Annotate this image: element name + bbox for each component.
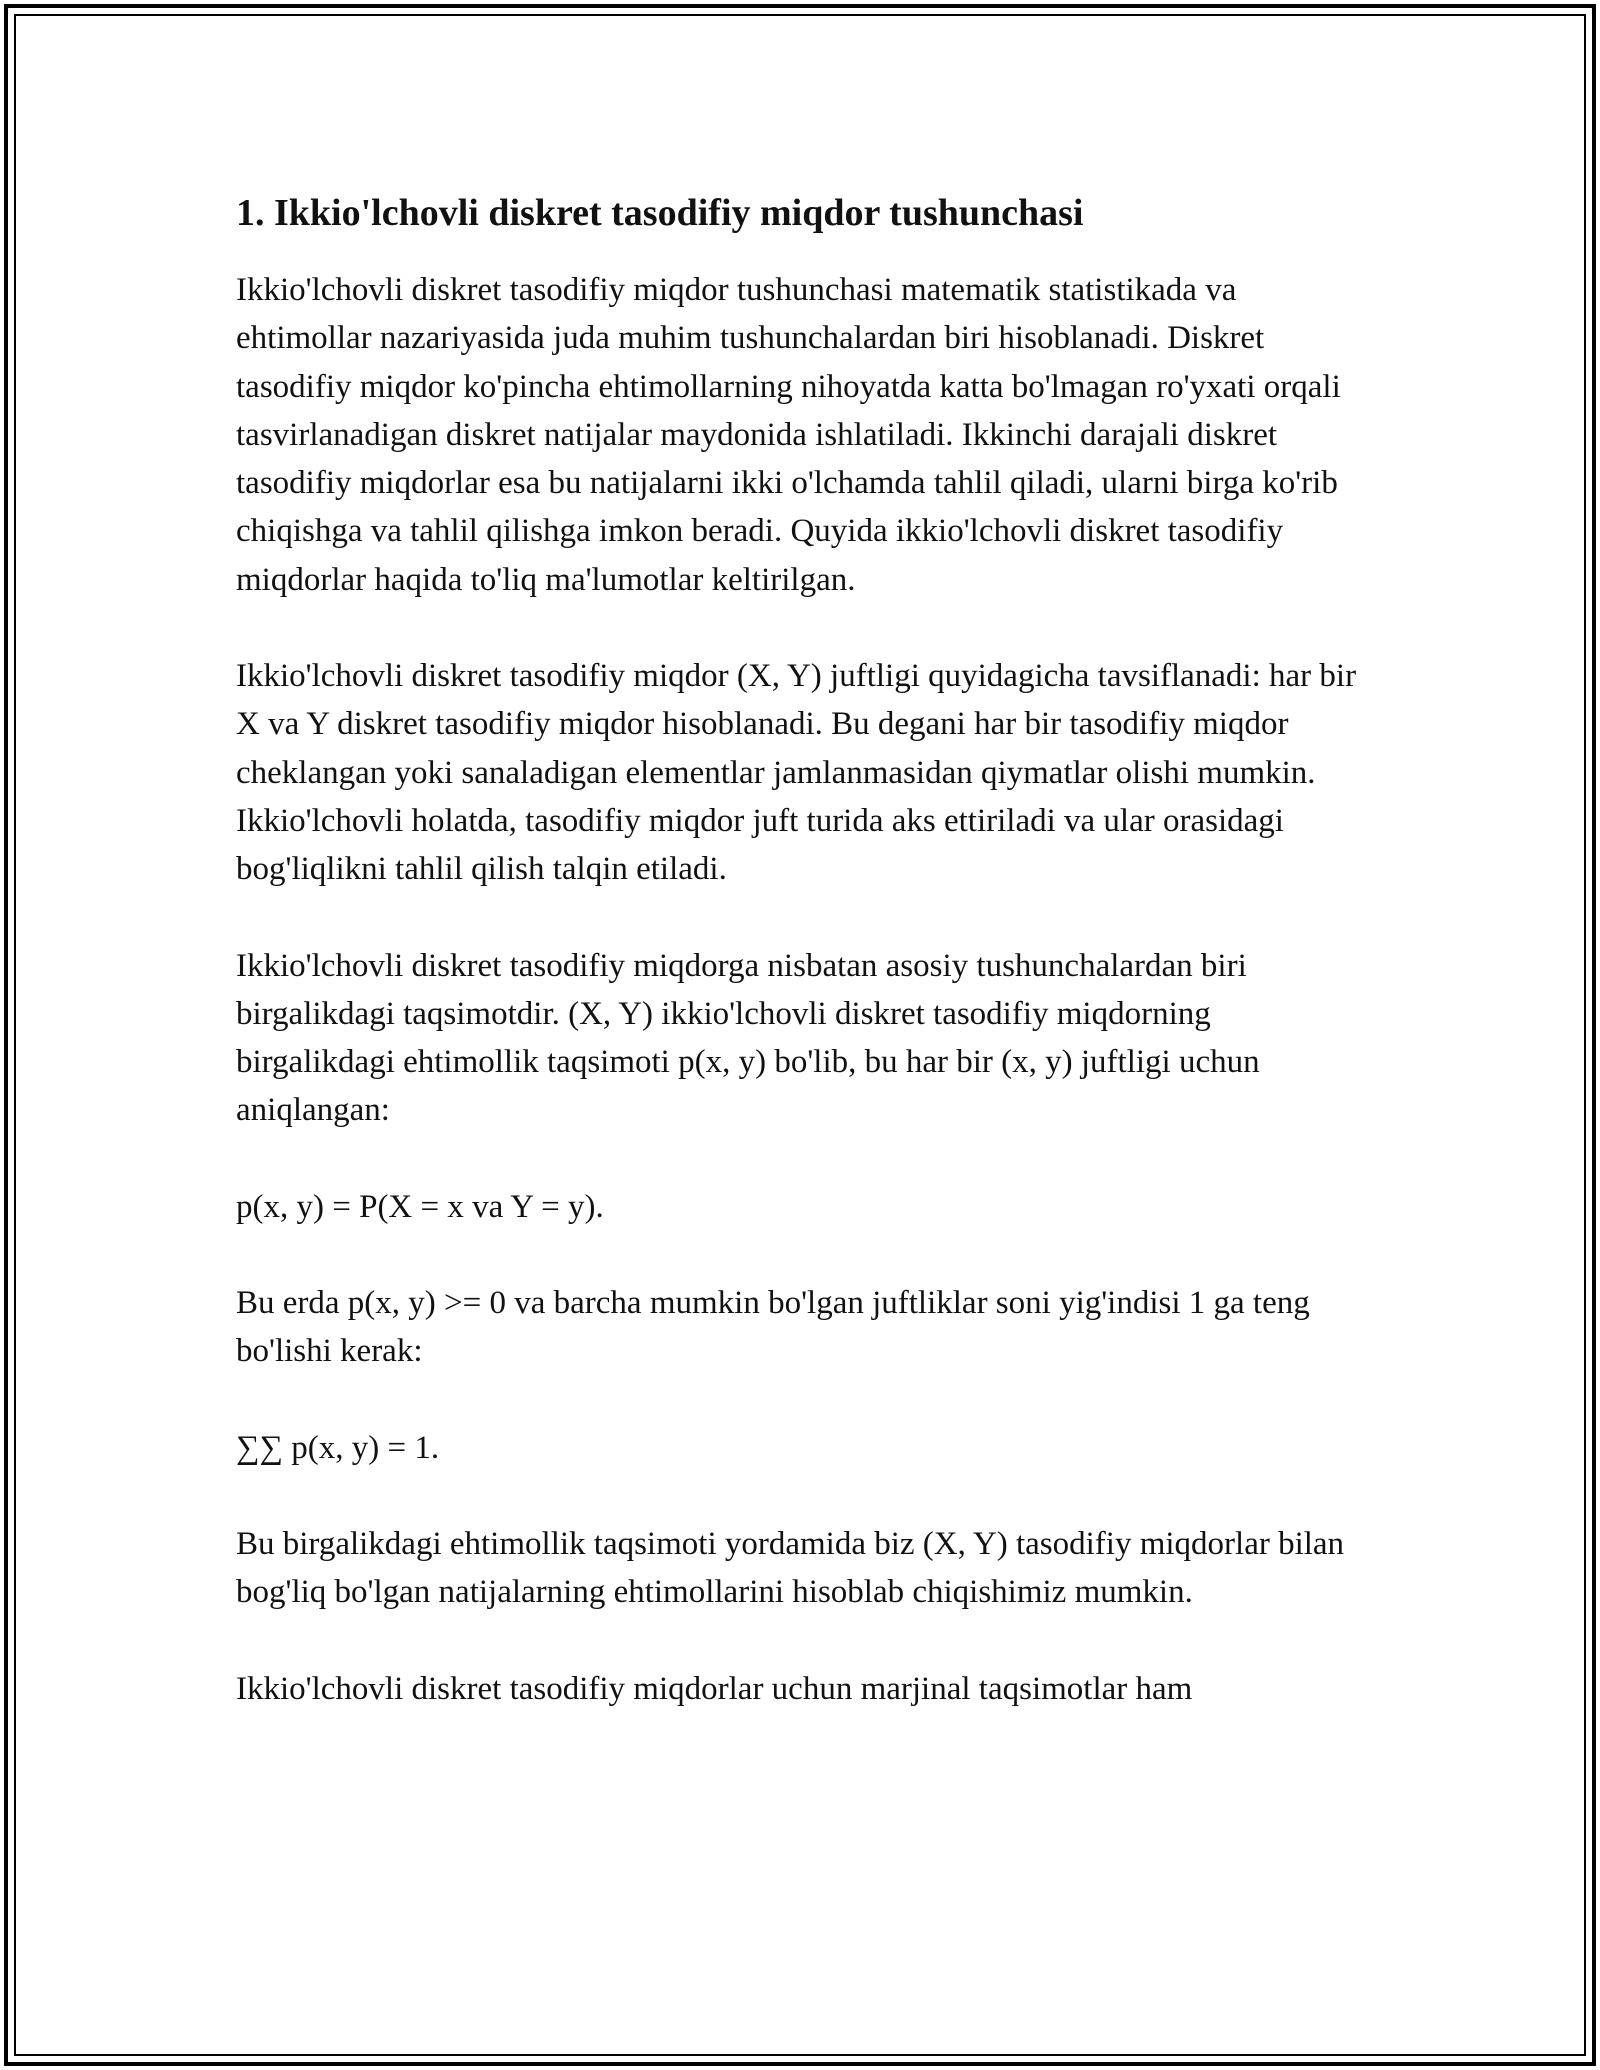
section-heading: 1. Ikkio'lchovli diskret tasodifiy miqdor tushunchasi bbox=[236, 192, 1084, 234]
paragraph-usage: Bu birgalikdagi ehtimollik taqsimoti yordamida biz (X, Y) tasodifiy miqdorlar bilan bog'liq bo'lgan natijalarning ehtimollarini hisoblab chiqishimiz mumkin. bbox=[236, 1525, 1345, 1611]
paragraph-joint-distribution: Ikkio'lchovli diskret tasodifiy miqdorga nisbatan asosiy tushunchalardan biri birgalikdagi taqsimotdir. (X, Y) ikkio'lchovli diskret tasodifiy miqdorning birgalikdagi ehtimollik taqsimoti p(x, y) bo'lib, bu har bir (x, y) juftligi uchun aniqlangan: bbox=[236, 947, 1260, 1129]
paragraph-intro: Ikkio'lchovli diskret tasodifiy miqdor tushunchasi matematik statistikada va ehtimollar nazariyasida juda muhim tushunchalardan biri hisoblanadi. Diskret tasodifiy miqdor ko'pincha ehtimollarning nihoyatda katta bo'lmagan ro'yxati orqali tasvirlanadigan diskret natijalar maydonida ishlatiladi. Ikkinchi darajali diskret tasodifiy miqdorlar esa bu natijalarni ikki o'lchamda tahlil qiladi, ularni birga ko'rib chiqishga va tahlil qilishga imkon beradi. Quyida ikkio'lchovli diskret tasodifiy miqdorlar haqida to'liq ma'lumotlar keltirilgan. bbox=[236, 272, 1341, 598]
paragraph-marginal: Ikkio'lchovli diskret tasodifiy miqdorlar uchun marjinal taqsimotlar ham bbox=[236, 1670, 1193, 1707]
formula-joint-probability: p(x, y) = P(X = x va Y = y). bbox=[236, 1188, 604, 1225]
formula-sum-equals-one: ∑∑ p(x, y) = 1. bbox=[236, 1429, 440, 1466]
paragraph-nonnegativity: Bu erda p(x, y) >= 0 va barcha mumkin bo'lgan juftliklar soni yig'indisi 1 ga teng bo'lishi kerak: bbox=[236, 1285, 1310, 1370]
document-body bbox=[236, 186, 1370, 1761]
paragraph-pair-definition: Ikkio'lchovli diskret tasodifiy miqdor (X, Y) juftligi quyidagicha tavsiflanadi: har bir X va Y diskret tasodifiy miqdor hisoblanadi. Bu degani har bir tasodifiy miqdor cheklangan yoki sanaladigan elementlar jamlanmasidan qiymatlar olishi mumkin. Ikkio'lchovli holatda, tasodifiy miqdor juft turida aks ettiriladi va ular orasidagi bog'liqlikni tahlil qilish talqin etiladi. bbox=[236, 658, 1357, 888]
